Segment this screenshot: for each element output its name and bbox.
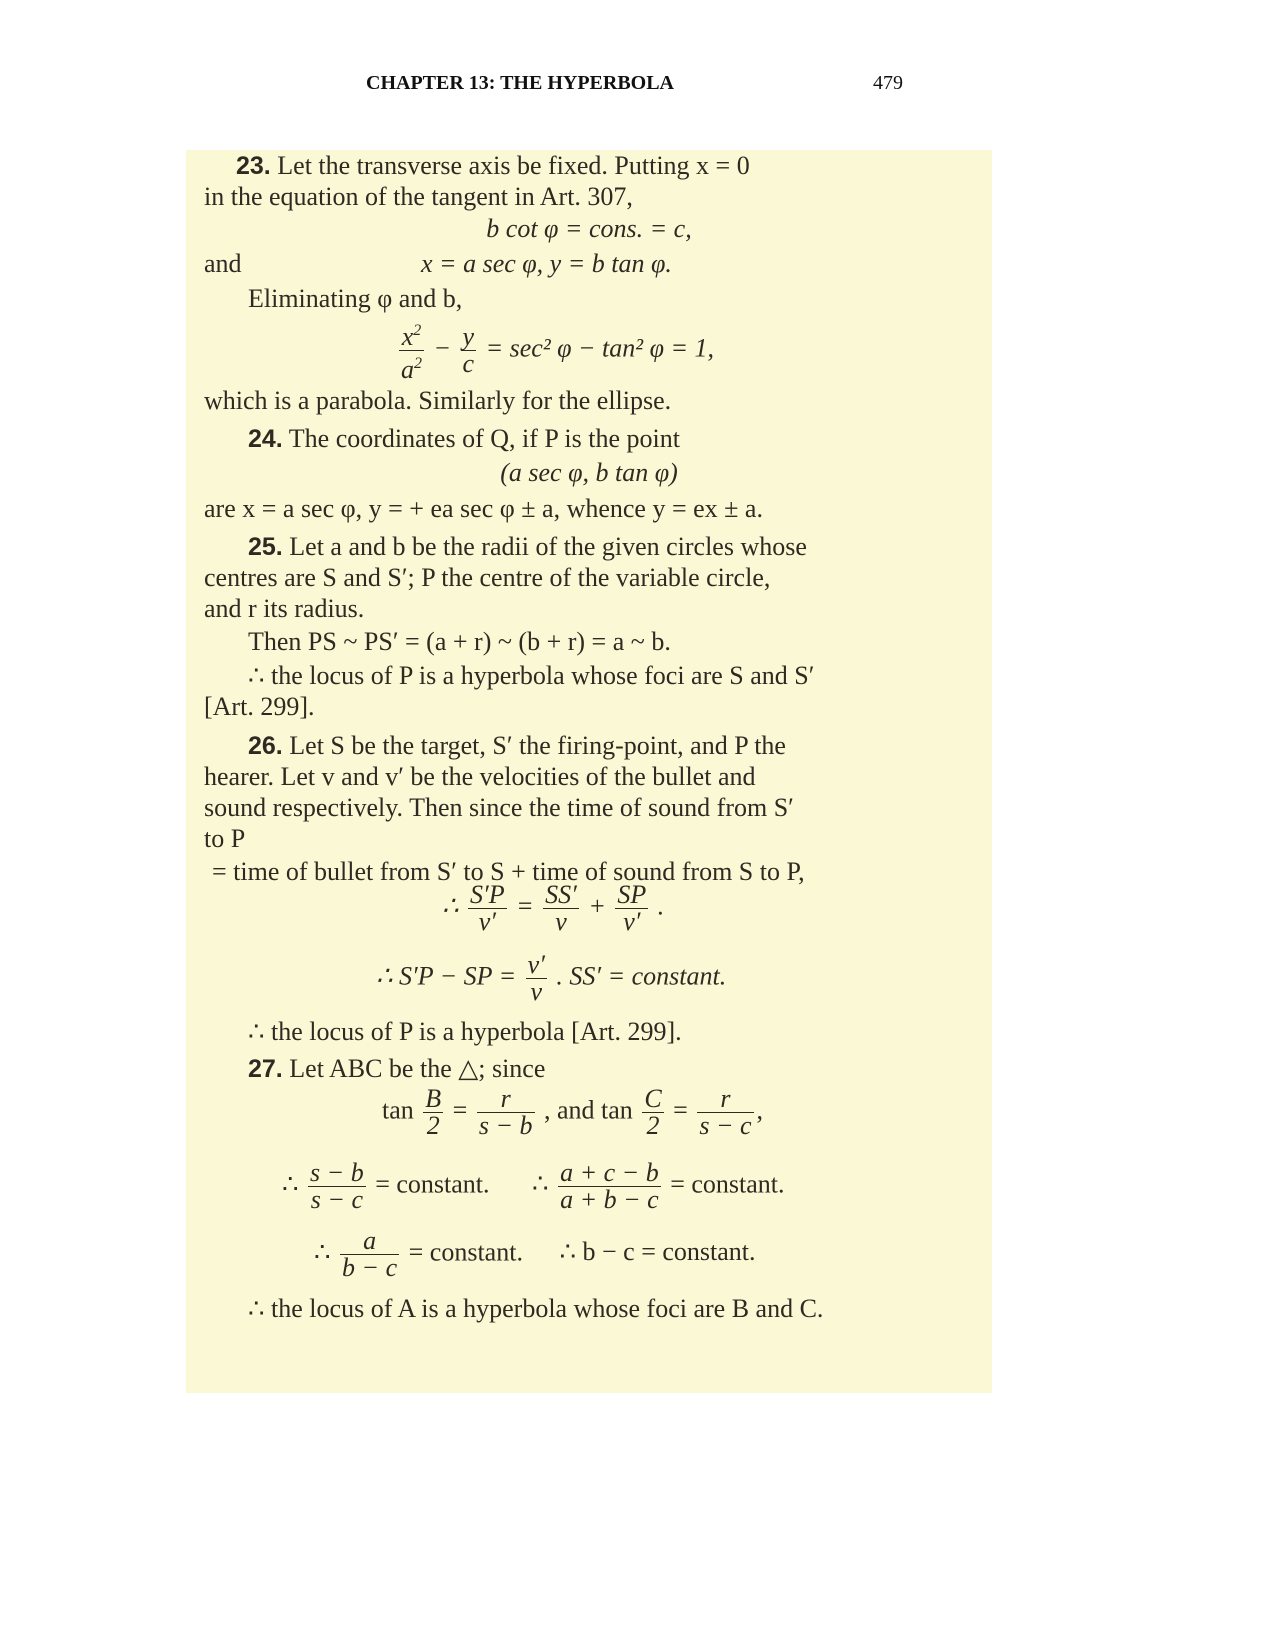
fraction: $\frac{SS'}{v}$ <box>545 880 577 936</box>
eliminating-line: Eliminating φ and b, <box>248 284 463 313</box>
and-label: and <box>204 249 242 278</box>
fraction: $\frac{S'P}{v'}$ <box>470 880 505 936</box>
para-26-line-2: hearer. Let v and v′ be the velocities of the bullet and <box>204 762 756 791</box>
para-25-line-6: [Art. 299]. <box>204 692 315 721</box>
para-26-line-3: sound respectively. Then since the time of sound from S′ <box>204 793 794 822</box>
para-26-line-5: = time of bullet from S′ to S + time of sound from S to P, <box>212 857 805 886</box>
fraction: $\frac{a + c - b}{a + b - c}$ <box>560 1158 659 1214</box>
fraction: $\frac{y}{c}$ <box>462 322 475 378</box>
exercise-number: 26. <box>248 732 283 760</box>
exercise-number: 27. <box>248 1055 283 1083</box>
equation-constants-1: ∴ $\frac{s - b}{s - c}$ = constant. ∴ $\frac{a + c - b}{a + b - c}$ = constant. <box>282 1158 785 1214</box>
para-25-line-2: centres are S and S′; P the centre of the variable circle, <box>204 563 771 592</box>
para-26-line-1: 26. Let S be the target, S′ the firing-point, and P the <box>248 731 786 760</box>
para-23-line-7: which is a parabola. Similarly for the ellipse. <box>204 386 672 415</box>
fraction: $\frac{r}{s - b}$ <box>478 1084 533 1140</box>
exercise-number: 25. <box>248 533 283 561</box>
para-23-line-2: in the equation of the tangent in Art. 307, <box>204 182 633 211</box>
para-27-line-1: 27. Let ABC be the △; since <box>248 1054 546 1083</box>
point-coordinates: (a sec φ, b tan φ) <box>500 458 678 487</box>
scanned-page <box>186 150 992 1393</box>
exercise-number: 24. <box>248 425 283 453</box>
para-24-line-1: 24. The coordinates of Q, if P is the point <box>248 424 680 453</box>
equation-times: ∴ $\frac{S'P}{v'}$ = $\frac{SS'}{v}$ + $\frac{SP}{v'}$ . <box>442 880 665 936</box>
fraction: $\frac{C}{2}$ <box>644 1084 662 1140</box>
fraction: $\frac{v'}{v}$ <box>527 950 545 1006</box>
para-25-line-3: and r its radius. <box>204 594 365 623</box>
para-25-line-4: Then PS ~ PS′ = (a + r) ~ (b + r) = a ~ b. <box>248 627 671 656</box>
para-26-line-8: ∴ the locus of P is a hyperbola [Art. 299]. <box>248 1017 682 1046</box>
equation-x-y: x = a sec φ, y = b tan φ. <box>421 249 672 278</box>
fraction: $\frac{s - b}{s - c}$ <box>310 1158 364 1214</box>
fraction: $\frac{a}{b - c}$ <box>342 1226 398 1282</box>
para-26-line-4: to P <box>204 824 246 853</box>
equation-b-cot: b cot φ = cons. = c, <box>486 214 692 243</box>
para-25-line-1: 25. Let a and b be the radii of the given circles whose <box>248 532 807 561</box>
fraction: $\frac{x^2}{a^2}$ <box>401 322 422 384</box>
equation-difference: ∴ S′P − SP = $\frac{v'}{v}$ . SS′ = constant. <box>376 950 727 1006</box>
equation-eliminated: $\frac{x^2}{a^2}$ − $\frac{y}{c}$ = sec² φ − tan² φ = 1, <box>396 318 714 383</box>
fraction: $\frac{r}{s - c}$ <box>699 1084 752 1140</box>
chapter-title: CHAPTER 13: THE HYPERBOLA <box>366 72 674 94</box>
fraction: $\frac{B}{2}$ <box>425 1084 442 1140</box>
equation-constants-2: ∴ $\frac{a}{b - c}$ = constant. ∴ b − c = constant. <box>314 1226 756 1282</box>
para-24-line-3: are x = a sec φ, y = + ea sec φ ± a, whence y = ex ± a. <box>204 494 763 523</box>
fraction: $\frac{SP}{v'}$ <box>617 880 647 936</box>
para-25-line-5: ∴ the locus of P is a hyperbola whose foci are S and S′ <box>248 661 815 690</box>
equation-tangents: tan $\frac{B}{2}$ = $\frac{r}{s - b}$ , and tan $\frac{C}{2}$ = $\frac{r}{s - c}$ , <box>382 1084 764 1140</box>
text: Let the transverse axis be fixed. Putting x = 0 <box>277 151 750 180</box>
page-number: 479 <box>873 72 903 94</box>
exercise-number: 23. <box>236 152 271 180</box>
para-23-line-1 <box>236 150 750 182</box>
para-27-last-line: ∴ the locus of A is a hyperbola whose foci are B and C. <box>248 1294 824 1323</box>
page-header <box>0 72 1275 102</box>
